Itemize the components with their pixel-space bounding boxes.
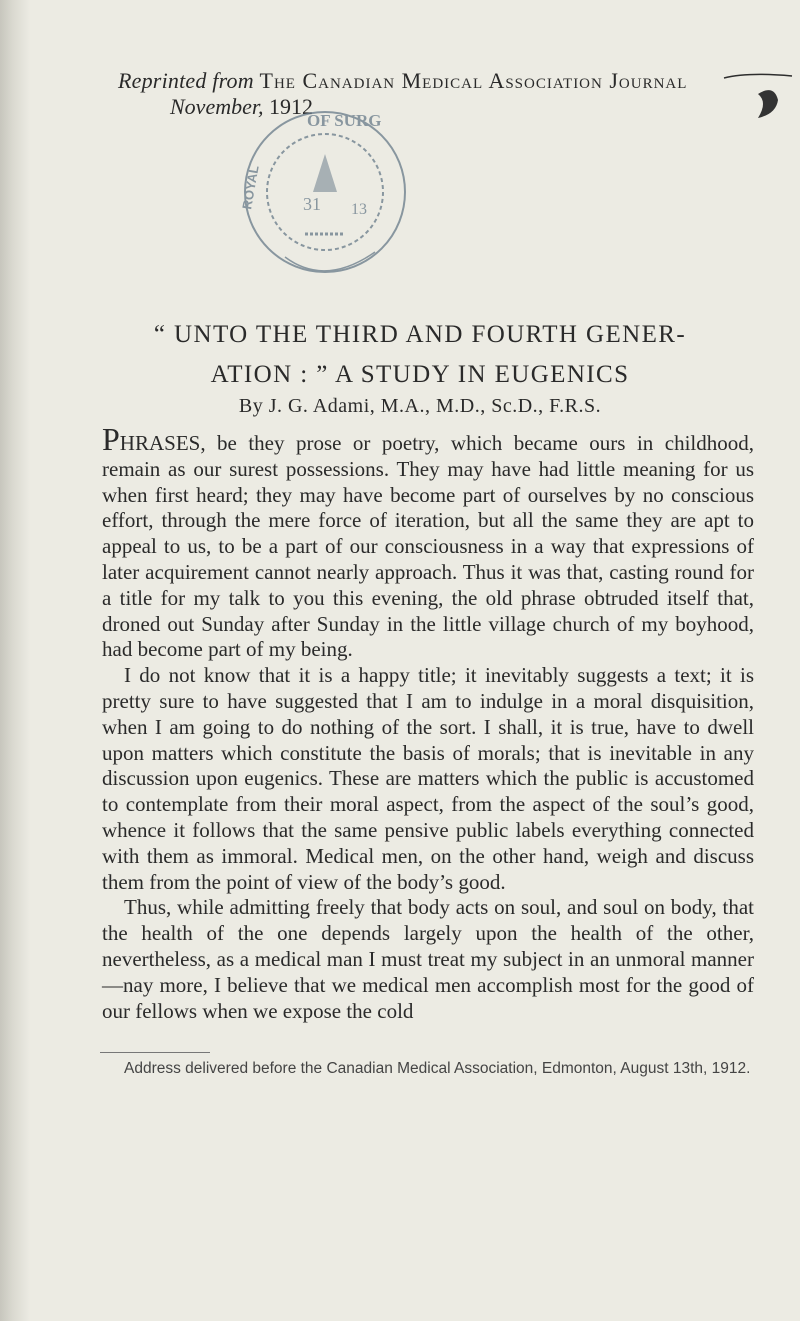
issue-year: 1912 xyxy=(268,94,313,119)
stamp-top-text: OF SURG xyxy=(307,111,382,130)
stamp-number-right: 13 xyxy=(351,201,367,218)
reprinted-from-text: Reprinted from xyxy=(118,68,254,93)
title-line-1: “ UNTO THE THIRD AND FOURTH GENER- xyxy=(153,321,687,348)
title-line-2: ATION : ” A STUDY IN EUGENICS xyxy=(210,361,630,388)
stamp-number-left: 31 xyxy=(303,194,321,214)
ink-corner-mark xyxy=(718,72,796,124)
paragraph-3: Thus, while admitting freely that body acts on soul, and soul on body, that the health of the one depends largely upon the health of the other, nevertheless, as a medical man I must treat my subject in an unmoral manner—nay more, I believe that we medical men accomplish most for the good of our fellows when we expose the cold xyxy=(102,895,754,1023)
page-binding-edge xyxy=(0,0,30,1321)
reprint-header xyxy=(118,68,788,94)
stamp-left-text: ROYAL xyxy=(239,164,262,211)
article-title xyxy=(60,315,780,395)
library-stamp-seal xyxy=(225,92,415,297)
journal-name: The Canadian Medical Association Journal xyxy=(259,68,688,93)
issue-month: November, xyxy=(170,94,264,119)
paragraph-1: PHRASES, be they prose or poetry, which became ours in childhood, remain as our surest possessions. They may have had little meaning for us when first heard; they may have become part of ourselves by no conscious effort, through the mere force of iteration, but all the same they are apt to appeal to us, to be a part of our consciousness in a way that expressions of later acquirement cannot nearly approach. Thus it was that, casting round for a title for my talk to you this evening, the old phrase obtruded itself that, droned out Sunday after Sunday in the little village church of my boyhood, had become part of my being. xyxy=(102,421,754,662)
paragraph-2: I do not know that it is a happy title; it inevitably suggests a text; it is pretty sure to have suggested that I am to indulge in a moral disquisition, when I am going to do nothing of the sort. I shall, it is true, have to dwell upon matters which constitute the basis of morals; that is inevitable in any discussion upon eugenics. These are matters which the public is accustomed to contemplate from their moral aspect, from the aspect of the soul’s good, whence it follows that the same pensive public labels everything connected with them as immoral. Medical men, on the other hand, weigh and discuss them from the point of view of the body’s good. xyxy=(102,663,754,894)
article-body xyxy=(102,421,754,1024)
footnote-rule xyxy=(100,1052,210,1053)
footnote: Address delivered before the Canadian Medical Association, Edmonton, August 13th, 1912. xyxy=(124,1060,751,1077)
author-byline: By J. G. Adami, M.A., M.D., Sc.D., F.R.S. xyxy=(238,395,602,417)
